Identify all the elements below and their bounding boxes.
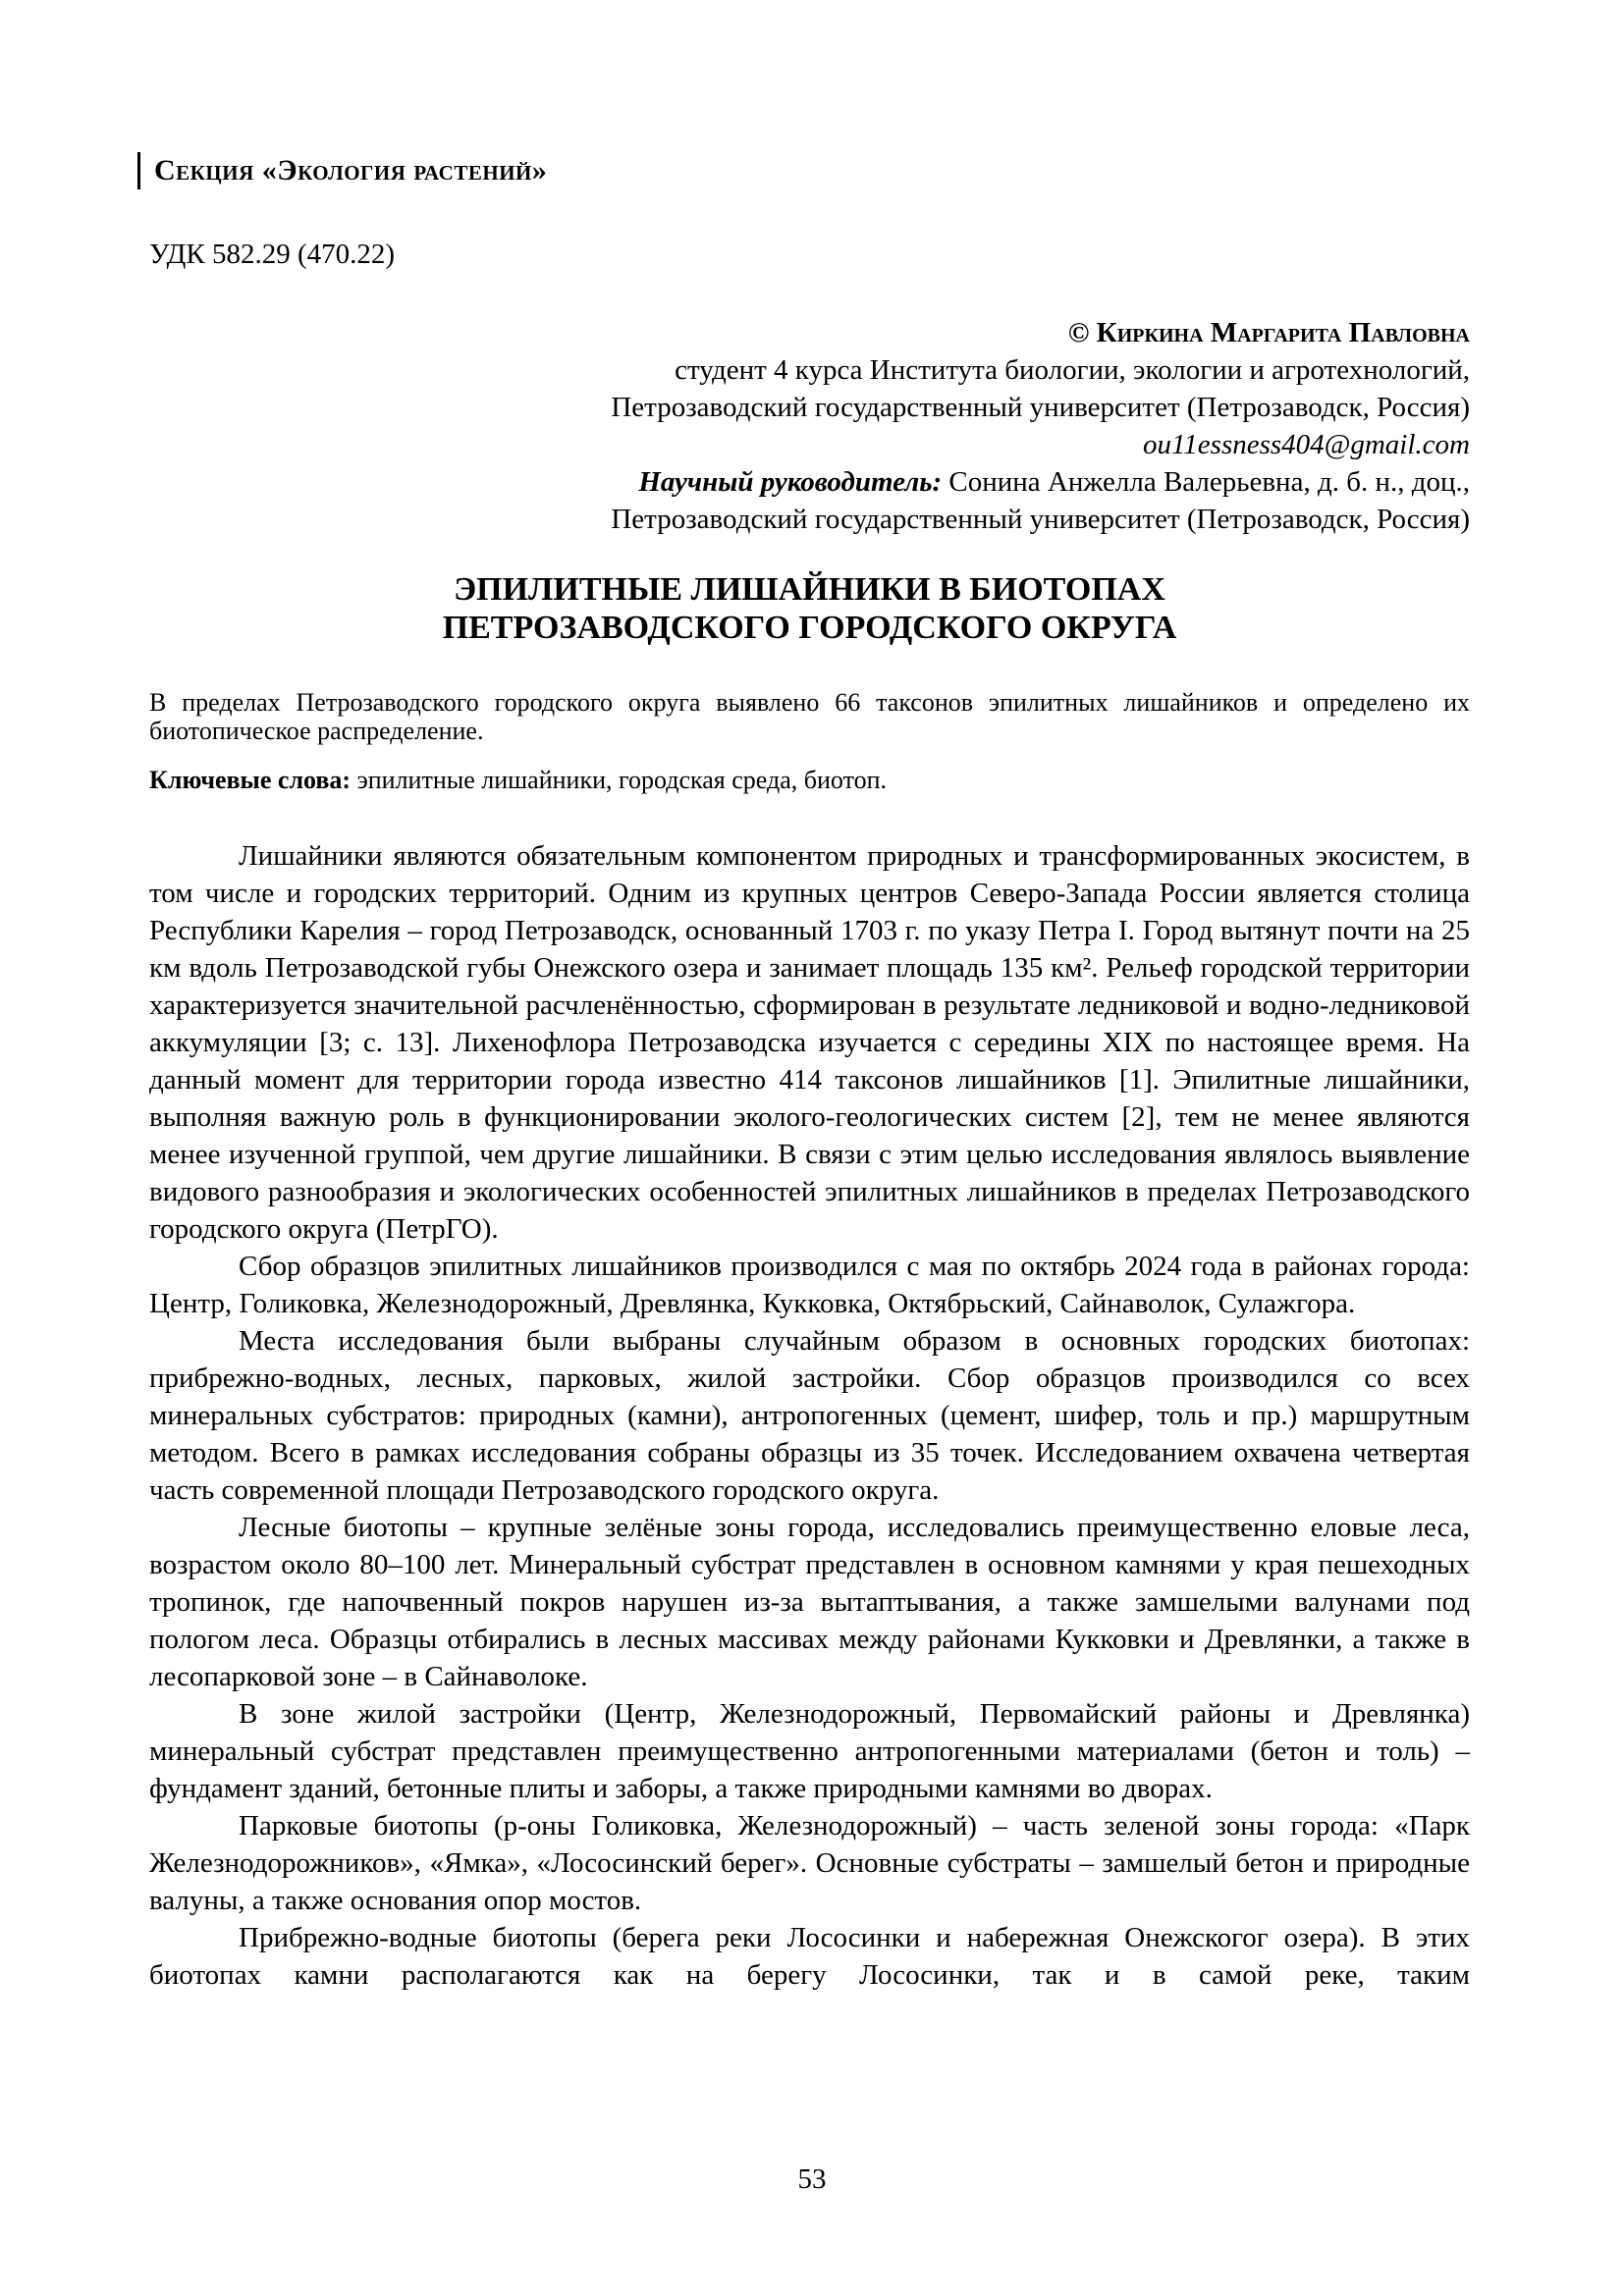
supervisor-line (149, 463, 1470, 501)
supervisor-name: Сонина Анжелла Валерьевна, д. б. н., доц., (948, 466, 1470, 498)
author-role: студент 4 курса Института биологии, экологии и агротехнологий, (675, 354, 1470, 386)
udc-code: УДК 582.29 (470.22) (149, 239, 396, 270)
section-divider-bar (137, 152, 140, 189)
body-paragraph-1: Лишайники являются обязательным компонентом природных и трансформированных экосистем, в том числе и городских территорий. Одним из крупных центров Северо-Запада России является столица Республики Карелия – город Петрозаводск, основанный 1703 г. по указу Петра I. Город вытянут почти на 25 км вдоль Петрозаводской губы Онежского озера и занимает площадь 135 км². Рельеф городской территории характеризуется значительной расчленённостью, сформирован в результате ледниковой и водно-ледниковой аккумуляции [3; с. 13]. Лихенофлора Петрозаводска изучается с середины XIX по настоящее время. На данный момент для территории города известно 414 таксонов лишайников [1]. Эпилитные лишайники, выполняя важную роль в функционировании эколого-геологических систем [2], тем не менее являются менее изученной группой, чем другие лишайники. В связи с этим целью исследования являлось выявление видового разнообразия и экологических особенностей эпилитных лишайников в пределах Петрозаводского городского округа (ПетрГО). (149, 840, 1470, 1245)
author-affiliation: Петрозаводский государственный университет (Петрозаводск, Россия) (611, 392, 1470, 423)
abstract-text: В пределах Петрозаводского городского округа выявлено 66 таксонов эпилитных лишайников и определено их биотопическое распределение. (149, 688, 1470, 745)
article-title (149, 570, 1470, 647)
section-title: Секция «Экология растений» (154, 154, 548, 187)
article-title-line1: ЭПИЛИТНЫЕ ЛИШАЙНИКИ В БИОТОПАХ (454, 571, 1165, 608)
body-paragraph-4: Лесные биотопы – крупные зелёные зоны города, исследовались преимущественно еловые леса, возрастом около 80–100 лет. Минеральный субстрат представлен в основном камнями у края пешеходных тропинок, где напочвенный покров нарушен из-за вытаптывания, а также замшелыми валунами под пологом леса. Образцы отбирались в лесных массивах между районами Кукковки и Древлянки, а также в лесопарковой зоне – в Сайнаволоке. (149, 1512, 1470, 1692)
page-number: 53 (797, 2163, 827, 2195)
article-body (149, 837, 1470, 1994)
body-paragraph-2: Сбор образцов эпилитных лишайников производился с мая по октябрь 2024 года в районах города: Центр, Голиковка, Железнодорожный, Древлянка, Кукковка, Октябрьский, Сайнаволок, Сулажгора. (149, 1251, 1470, 1319)
body-paragraph-5: В зоне жилой застройки (Центр, Железнодорожный, Первомайский районы и Древлянка) минеральный субстрат представлен преимущественно антропогенными материалами (бетон и толь) – фундамент зданий, бетонные плиты и заборы, а также природными камнями во дворах. (149, 1698, 1470, 1804)
body-paragraph-3: Места исследования были выбраны случайным образом в основных городских биотопах: прибрежно-водных, лесных, парковых, жилой застройки. Сбор образцов производился со всех минеральных субстратов: природных (камни), антропогенных (цемент, шифер, толь и пр.) маршрутным методом. Всего в рамках исследования собраны образцы из 35 точек. Исследованием охвачена четвертая часть современной площади Петрозаводского городского округа. (149, 1325, 1470, 1506)
keywords-text: эпилитные лишайники, городская среда, биотоп. (356, 766, 888, 794)
section-header (137, 153, 1470, 188)
author-block (149, 314, 1470, 538)
keywords-label: Ключевые слова: (149, 766, 352, 794)
supervisor-affiliation: Петрозаводский государственный университет (Петрозаводск, Россия) (611, 504, 1470, 535)
body-paragraph-7: Прибрежно-водные биотопы (берега реки Лососинки и набережная Онежскогог озера). В этих биотопах камни располагаются как на берегу Лососинки, так и в самой реке, таким (149, 1922, 1470, 1991)
body-paragraph-6: Парковые биотопы (р-оны Голиковка, Железнодорожный) – часть зеленой зоны города: «Парк Железнодорожников», «Ямка», «Лососинский берег». Основные субстраты – замшелый бетон и природные валуны, а также основания опор мостов. (149, 1810, 1470, 1916)
keywords-line (149, 766, 1470, 794)
supervisor-label: Научный руководитель: (638, 466, 943, 498)
author-name: © Киркина Маргарита Павловна (1067, 317, 1470, 348)
author-email: ou11essness404@gmail.com (1142, 429, 1470, 460)
article-title-line2: ПЕТРОЗАВОДСКОГО ГОРОДСКОГО ОКРУГА (442, 610, 1177, 646)
